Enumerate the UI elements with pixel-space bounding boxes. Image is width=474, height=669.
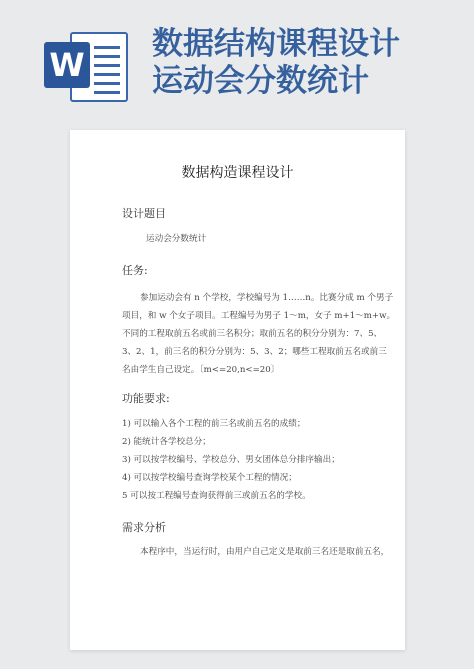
word-letter-badge: W — [44, 42, 90, 88]
banner-title — [152, 26, 470, 100]
analysis-heading: 需求分析 — [122, 521, 166, 534]
banner — [0, 0, 474, 110]
topic-heading: 设计题目 — [122, 207, 166, 220]
function-item: 4) 可以按学校编号查询学校某个工程的情况； — [122, 473, 297, 483]
task-line: 名由学生自己设定。〔m<=20,n<=20〕 — [122, 365, 280, 375]
banner-title-line1: 数据结构课程设计 — [152, 26, 400, 62]
topic-text: 运动会分数统计 — [146, 234, 207, 244]
task-line: 3、2、1，前三名的积分分别为：5、3、2；哪些工程取前五名或前三 — [122, 347, 387, 357]
task-heading: 任务: — [122, 264, 148, 277]
document-title: 数据构造课程设计 — [181, 165, 294, 181]
task-line: 项目，和 w 个女子项目。工程编号为男子 1～m，女子 m+1～m+w。 — [122, 311, 396, 321]
document-page — [70, 130, 405, 650]
function-item: 5 可以按工程编号查询获得前三或前五名的学校。 — [122, 491, 311, 501]
function-item: 1) 可以输入各个工程的前三名或前五名的成绩； — [122, 419, 306, 429]
function-item: 3) 可以按学校编号、学校总分、男女团体总分排序输出； — [122, 455, 340, 465]
word-icon — [44, 30, 130, 106]
task-line: 参加运动会有 n 个学校，学校编号为 1……n。比赛分成 m 个男子 — [140, 293, 394, 303]
banner-title-line2: 运动会分数统计 — [152, 63, 369, 99]
analysis-line: 本程序中，当运行时，由用户自己定义是取前三名还是取前五名， — [140, 547, 390, 557]
task-line: 不同的工程取前五名或前三名积分；取前五名的积分分别为：7、5、 — [122, 329, 383, 339]
function-item: 2) 能统计各学校总分； — [122, 437, 211, 447]
function-heading: 功能要求: — [122, 392, 170, 405]
